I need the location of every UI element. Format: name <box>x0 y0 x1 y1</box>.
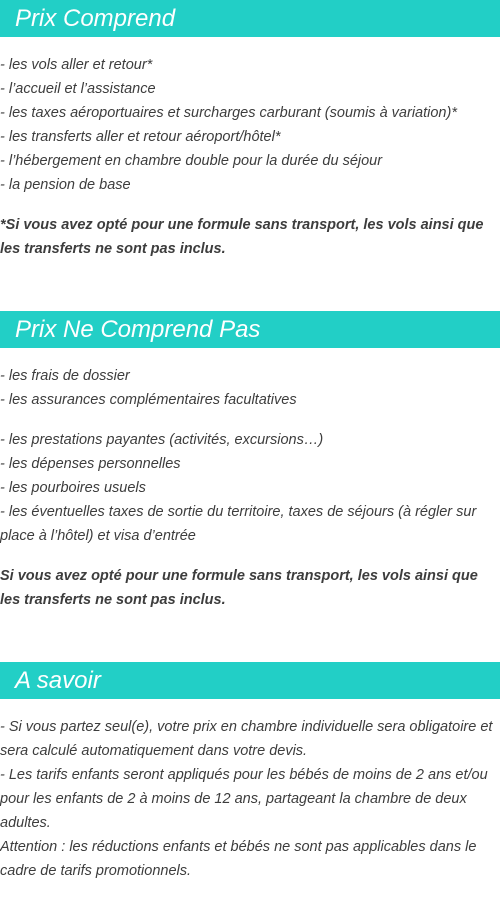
list-item: - les vols aller et retour* <box>0 57 153 73</box>
list-item: - Si vous partez seul(e), votre prix en chambre individuelle sera obligatoire et sera calculé automatiquement dans votre devis. <box>0 719 493 759</box>
section-header-prix-comprend: Prix Comprend <box>0 0 500 37</box>
list-item: - l’hébergement en chambre double pour la durée du séjour <box>0 153 383 169</box>
list-item: - la pension de base <box>0 177 131 193</box>
info-list <box>0 715 500 883</box>
included-note: *Si vous avez opté pour une formule sans transport, les vols ainsi que les transferts ne sont pas inclus. <box>0 217 484 257</box>
excluded-note: Si vous avez opté pour une formule sans transport, les vols ainsi que les transferts ne sont pas inclus. <box>0 568 478 608</box>
section-header-a-savoir: A savoir <box>0 662 500 699</box>
list-item: - les éventuelles taxes de sortie du territoire, taxes de séjours (à régler sur place à l’hôtel) et visa d’entrée <box>0 504 477 544</box>
list-item: - l’accueil et l’assistance <box>0 81 156 97</box>
excluded-list-group-1 <box>0 364 500 412</box>
list-item: - les dépenses personnelles <box>0 456 181 472</box>
list-item: - les taxes aéroportuaires et surcharges carburant (soumis à variation)* <box>0 105 457 121</box>
list-item: - les transferts aller et retour aéroport/hôtel* <box>0 129 281 145</box>
excluded-list-group-2 <box>0 428 500 548</box>
included-list <box>0 53 500 197</box>
section-header-prix-ne-comprend-pas: Prix Ne Comprend Pas <box>0 311 500 348</box>
list-item: - les assurances complémentaires facultatives <box>0 392 297 408</box>
list-item: - les prestations payantes (activités, excursions…) <box>0 432 324 448</box>
list-item: - Les tarifs enfants seront appliqués pour les bébés de moins de 2 ans et/ou pour les enfants de 2 à moins de 12 ans, partageant la chambre de deux adultes. <box>0 767 488 831</box>
list-item: - les pourboires usuels <box>0 480 146 496</box>
list-item: Attention : les réductions enfants et bébés ne sont pas applicables dans le cadre de tarifs promotionnels. <box>0 839 477 879</box>
list-item: - les frais de dossier <box>0 368 130 384</box>
